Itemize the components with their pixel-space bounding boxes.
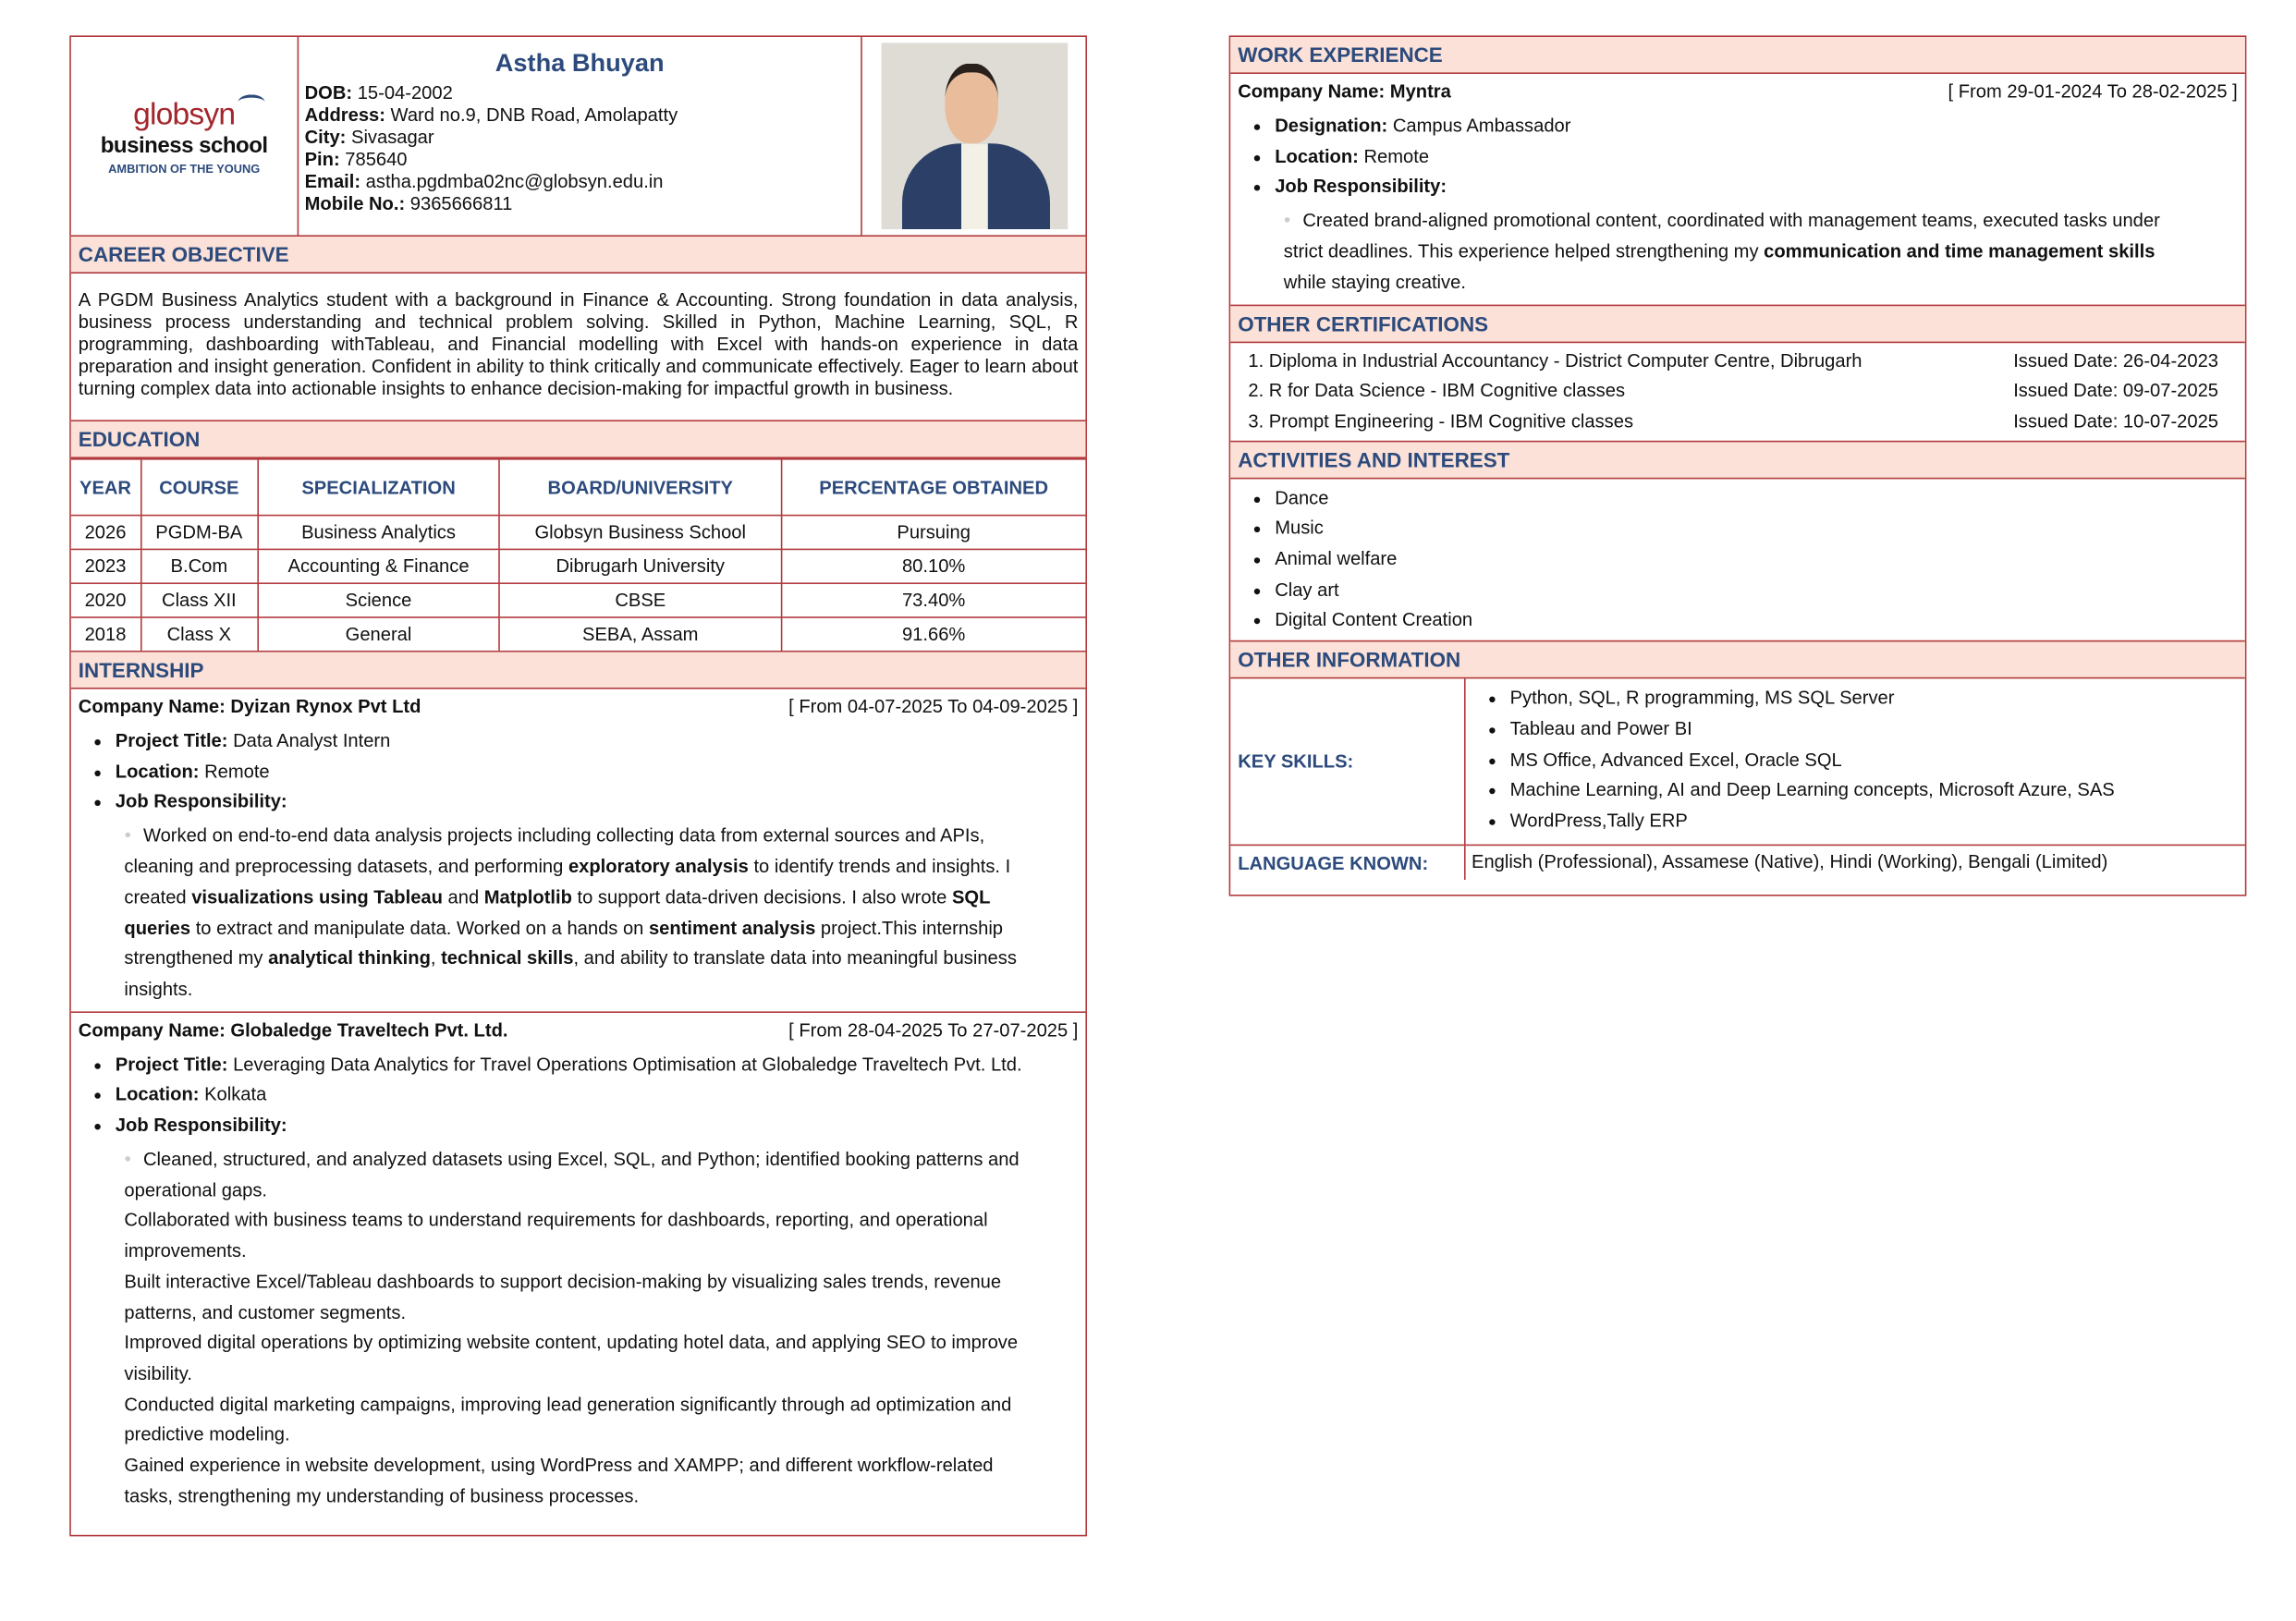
- cert-name: 3. Prompt Engineering - IBM Cognitive classes: [1248, 410, 1634, 433]
- resp-line: [124, 1328, 1041, 1389]
- resp-text: Matplotlib: [483, 886, 572, 908]
- skill-item: • WordPress,Tally ERP: [1510, 806, 2245, 836]
- table-cell: Dibrugarh University: [499, 549, 781, 583]
- column-header: PERCENTAGE OBTAINED: [781, 459, 1085, 516]
- internship-entry: [71, 689, 1086, 1011]
- resp-line: [124, 1267, 1041, 1328]
- job-responsibility: [71, 1141, 1086, 1518]
- table-cell: CBSE: [499, 583, 781, 617]
- activity-item: • Dance: [1275, 483, 2245, 514]
- text: [ From 29-01-2024 To 28-02-2025 ]: [1948, 81, 2238, 103]
- detail-label: Project Title:: [115, 730, 228, 751]
- table-cell: 80.10%: [781, 549, 1085, 583]
- resp-line: [124, 1451, 1041, 1512]
- column-header: BOARD/UNIVERSITY: [499, 459, 781, 516]
- company-label: Company Name:: [78, 1019, 226, 1041]
- section-education: EDUCATION: [71, 420, 1086, 458]
- field-label: DOB:: [304, 82, 353, 104]
- table-cell: 2026: [71, 516, 140, 550]
- table-cell: B.Com: [140, 549, 258, 583]
- resp-text: Collaborated with business teams to understand requirements for dashboards, reporting, and operational improvements.: [124, 1210, 988, 1262]
- education-table: [71, 458, 1086, 652]
- section-activities: ACTIVITIES AND INTEREST: [1230, 440, 2245, 479]
- detail-value: Data Analyst Intern: [233, 730, 391, 751]
- company-value: Dyizan Rynox Pvt Ltd: [230, 696, 421, 717]
- cert-date: Issued Date: 09-07-2025: [2013, 380, 2218, 401]
- resp-text: to identify trends and insights. I created: [124, 856, 1011, 908]
- field-value: 785640: [345, 149, 408, 170]
- table-cell: 2023: [71, 549, 140, 583]
- internship-entry: [71, 1011, 1086, 1518]
- bullet-icon: ●: [1283, 213, 1291, 227]
- resp-text: Conducted digital marketing campaigns, improving lead generation significantly through ad optimization and predictive modeling.: [124, 1394, 1012, 1445]
- certification-item: [1230, 376, 2245, 407]
- date-range: [ From 04-07-2025 To 04-09-2025 ]: [788, 696, 1079, 717]
- cert-name: 2. R for Data Science - IBM Cognitive classes: [1248, 380, 1626, 401]
- languages-value: English (Professional), Assamese (Native), Hindi (Working), Bengali (Limited): [1472, 851, 2108, 873]
- info-field: [305, 150, 855, 172]
- details-list: [71, 726, 1086, 818]
- detail-label: Job Responsibility:: [115, 791, 287, 813]
- table-cell: PGDM-BA: [140, 516, 258, 550]
- text: Job Responsibility:: [1275, 177, 1447, 198]
- skill-item: • MS Office, Advanced Excel, Oracle SQL: [1510, 745, 2245, 775]
- field-value: Sivasagar: [351, 127, 434, 148]
- table-cell: Class X: [140, 617, 258, 652]
- resp-text: Gained experience in website development, using WordPress and XAMPP; and different workflow-related tasks, strengthening my understanding of business processes.: [124, 1455, 994, 1507]
- column-header: SPECIALIZATION: [258, 459, 500, 516]
- detail-value: Kolkata: [204, 1084, 267, 1105]
- detail-item: [116, 1080, 1086, 1111]
- candidate-name: Astha Bhuyan: [495, 48, 665, 78]
- detail-label: Project Title:: [115, 1054, 228, 1075]
- detail-value: Leveraging Data Analytics for Travel Operations Optimisation at Globaledge Traveltech Pvt. Ltd.: [233, 1054, 1022, 1075]
- resp-text: analytical thinking: [268, 947, 431, 969]
- table-cell: 2020: [71, 583, 140, 617]
- text: Myntra: [1389, 81, 1451, 103]
- resp-line: [124, 1390, 1041, 1451]
- section-career-objective: CAREER OBJECTIVE: [71, 235, 1086, 274]
- logo: [71, 37, 299, 235]
- table-cell: Globsyn Business School: [499, 516, 781, 550]
- detail-item: [116, 726, 1086, 757]
- company-row: [71, 1012, 1086, 1049]
- detail-label: Job Responsibility:: [115, 1115, 287, 1136]
- detail-item: [116, 1111, 1086, 1141]
- key-skills-label: KEY SKILLS:: [1230, 679, 1465, 845]
- skill-item: • Machine Learning, AI and Deep Learning concepts, Microsoft Azure, SAS: [1510, 775, 2245, 806]
- right-column: [1229, 35, 2247, 896]
- personal-info: [299, 37, 862, 235]
- field-value: 15-04-2002: [357, 82, 453, 104]
- logo-tagline: AMBITION OF THE YOUNG: [108, 162, 261, 176]
- work-details: [1230, 111, 2245, 202]
- table-row: [71, 617, 1086, 652]
- detail-label: Location:: [115, 1084, 200, 1105]
- left-column: [69, 35, 1087, 1536]
- logo-subtitle: business school: [100, 132, 268, 158]
- text: Remote: [1363, 145, 1430, 167]
- section-certifications: OTHER CERTIFICATIONS: [1230, 304, 2245, 343]
- table-cell: Class XII: [140, 583, 258, 617]
- text: Campus Ambassador: [1392, 115, 1571, 137]
- field-value: 9365666811: [409, 193, 513, 214]
- resp-text: while staying creative.: [1283, 272, 1466, 293]
- resp-text: sentiment analysis: [648, 917, 816, 939]
- work-company-row: [1230, 74, 2245, 111]
- field-label: Email:: [304, 171, 361, 192]
- skill-item: • Python, SQL, R programming, MS SQL Server: [1510, 683, 2245, 713]
- resp-text: ,: [430, 947, 442, 969]
- resp-text: to support data-driven decisions. I also wrote: [571, 886, 952, 908]
- table-cell: Science: [258, 583, 500, 617]
- resp-text: project.This internship strengthened my: [124, 917, 1004, 969]
- table-cell: 2018: [71, 617, 140, 652]
- table-cell: SEBA, Assam: [499, 617, 781, 652]
- field-label: City:: [304, 127, 347, 148]
- resp-text: and: [442, 886, 484, 908]
- activity-item: • Animal welfare: [1275, 544, 2245, 575]
- resp-text: communication and time management skills: [1764, 241, 2156, 262]
- resp-line: [124, 1206, 1041, 1267]
- table-cell: Pursuing: [781, 516, 1085, 550]
- detail-value: Remote: [204, 761, 270, 782]
- logo-brand: globsyn: [133, 96, 236, 131]
- detail-label: Location:: [115, 761, 200, 782]
- info-field: [305, 128, 855, 150]
- table-cell: General: [258, 617, 500, 652]
- resp-text: to extract and manipulate data. Worked on a hands on: [190, 917, 649, 939]
- field-label: Mobile No.:: [304, 193, 406, 214]
- info-field: [305, 105, 855, 128]
- company-label: Company Name:: [78, 696, 226, 717]
- company-name: [79, 1012, 508, 1049]
- field-value: astha.pgdmba02nc@globsyn.edu.in: [365, 171, 664, 192]
- certification-item: [1230, 346, 2245, 376]
- section-work-experience: WORK EXPERIENCE: [1230, 37, 2245, 74]
- bullet-icon: ●: [124, 828, 132, 843]
- field-label: Address:: [304, 104, 385, 126]
- table-cell: 91.66%: [781, 617, 1085, 652]
- header: [71, 37, 1086, 235]
- resp-line: [124, 1144, 1041, 1206]
- field-value: Ward no.9, DNB Road, Amolapatty: [390, 104, 678, 126]
- table-row: [71, 549, 1086, 583]
- section-other-info: OTHER INFORMATION: [1230, 640, 2245, 679]
- bullet-icon: ●: [124, 1152, 132, 1165]
- column-header: YEAR: [71, 459, 140, 516]
- company-row: [71, 689, 1086, 726]
- table-cell: Accounting & Finance: [258, 549, 500, 583]
- company-value: Globaledge Traveltech Pvt. Ltd.: [230, 1019, 508, 1041]
- field-label: Pin:: [304, 149, 340, 170]
- detail-item: [116, 757, 1086, 787]
- detail-item: [116, 1049, 1086, 1079]
- cert-name: 1. Diploma in Industrial Accountancy - District Computer Centre, Dibrugarh: [1248, 349, 1862, 371]
- resp-text: exploratory analysis: [568, 856, 749, 877]
- activity-item: • Music: [1275, 514, 2245, 544]
- resp-text: Cleaned, structured, and analyzed datasets using Excel, SQL, and Python; identified booking patterns and operational gaps.: [124, 1148, 1020, 1201]
- text: Company Name:: [1238, 81, 1386, 103]
- info-field: [305, 172, 855, 194]
- table-row: [71, 516, 1086, 550]
- cert-date: Issued Date: 26-04-2023: [2013, 349, 2218, 371]
- profile-photo: [862, 37, 1086, 235]
- resp-text: SQL queries: [124, 886, 991, 939]
- cert-date: Issued Date: 10-07-2025: [2013, 410, 2218, 433]
- date-range: [ From 28-04-2025 To 27-07-2025 ]: [788, 1019, 1079, 1041]
- resp-text: Created brand-aligned promotional content, coordinated with management teams, executed tasks under strict deadlines. This experience helped strengthening my: [1283, 210, 2160, 262]
- section-internship: INTERNSHIP: [71, 652, 1086, 689]
- text: Location:: [1275, 145, 1359, 167]
- resp-text: Worked on end-to-end data analysis projects including collecting data from external sources and APIs, cleaning and preprocessing datasets, and performing: [124, 824, 985, 877]
- table-cell: 73.40%: [781, 583, 1085, 617]
- detail-item: [116, 787, 1086, 818]
- resp-text: , and ability to translate data into meaningful business insights.: [124, 947, 1017, 1000]
- languages-label: LANGUAGE KNOWN:: [1230, 846, 1465, 880]
- skill-item: • Tableau and Power BI: [1510, 714, 2245, 745]
- career-objective-text: A PGDM Business Analytics student with a background in Finance & Accounting. Strong foundation in data analysis, business process understanding and technical problem solving. Skilled in Python, Machine Learning, SQL, R programming, dashboarding withTableau, and Financial modelling with Excel with hands-on experience in data preparation and insight generation. Confident in ability to think critically and communicate effectively. Eager to learn about turning complex data into actionable insights to enhance decision-making for impactful growth in business.: [78, 289, 1079, 399]
- resp-text: visualizations using Tableau: [191, 886, 443, 908]
- resp-text: Improved digital operations by optimizing website content, updating hotel data, and applying SEO to improve visibility.: [124, 1333, 1019, 1384]
- certification-item: [1230, 407, 2245, 437]
- column-header: COURSE: [140, 459, 258, 516]
- info-field: [305, 83, 855, 105]
- work-responsibility: [1230, 202, 2245, 303]
- resp-text: Built interactive Excel/Tableau dashboards to support decision-making by visualizing sales trends, revenue patterns, and customer segments.: [124, 1271, 1002, 1323]
- info-field: [305, 194, 855, 216]
- activity-item: • Digital Content Creation: [1275, 605, 2245, 636]
- details-list: [71, 1049, 1086, 1140]
- activity-item: • Clay art: [1275, 575, 2245, 605]
- table-row: [71, 583, 1086, 617]
- table-cell: Business Analytics: [258, 516, 500, 550]
- text: Designation:: [1275, 115, 1388, 137]
- job-responsibility: [71, 818, 1086, 1011]
- resp-text: technical skills: [441, 947, 574, 969]
- company-name: [79, 689, 421, 726]
